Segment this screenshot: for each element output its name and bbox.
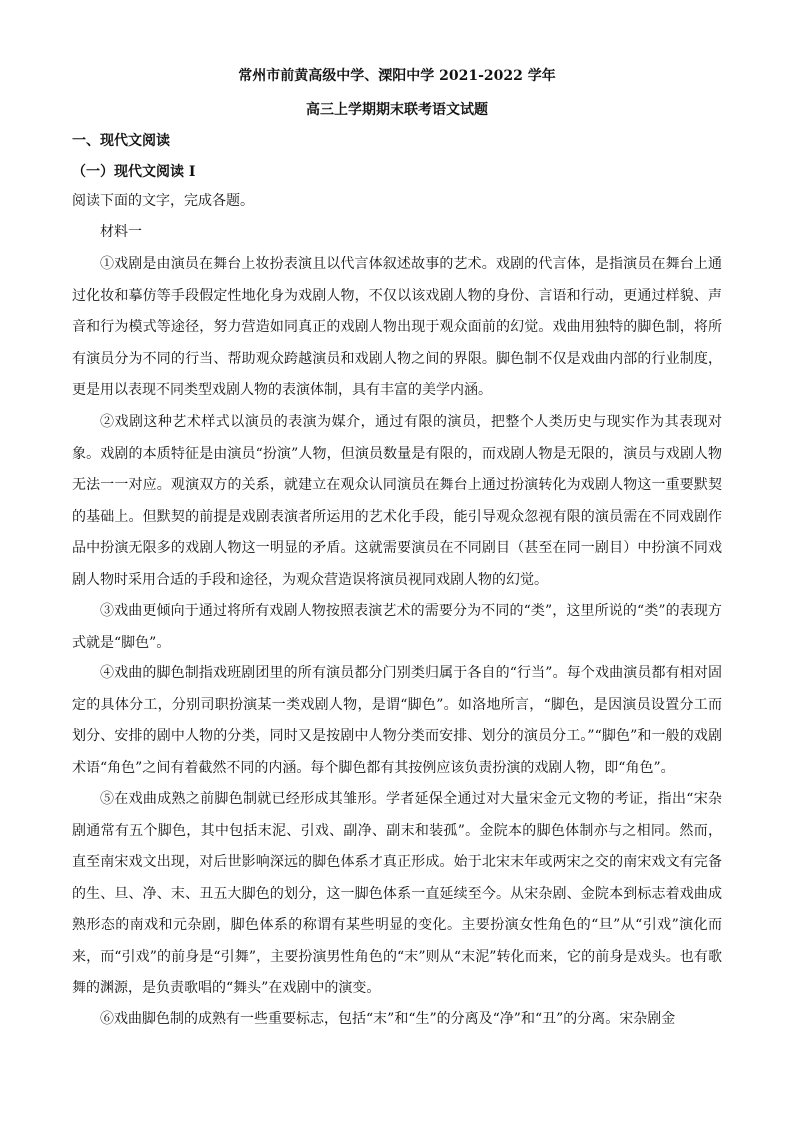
material-label: 材料一 [100, 224, 142, 240]
paragraph-2: ②戏剧这种艺术样式以演员的表演为媒介，通过有限的演员，把整个人类历史与现实作为其表现对象。戏剧的本质特征是由演员“扮演”人物，但演员数量是有限的，而戏剧人物是无限的，演员与戏剧人物无法一一对应。观演双方的关系，就建立在观众认同演员在舞台上通过扮演转化为戏剧人物这一重要默契的基础上。但默契的前提是戏剧表演者所运用的艺术化手段，能引导观众忽视有限的演员需在不同戏剧作品中扮演无限多的戏剧人物这一明显的矛盾。这就需要演员在不同剧目（甚至在同一剧目）中扮演不同戏剧人物时采用合适的手段和途径，为观众营造误将演员视同戏剧人物的幻觉。 [72, 414, 722, 588]
paragraph-6: ⑥戏曲脚色制的成熟有一些重要标志，包括“末”和“生”的分离及“净”和“丑”的分离。宋杂剧金 [100, 1011, 676, 1027]
paragraph-4: ④戏曲的脚色制指戏班剧团里的所有演员都分门别类归属于各自的“行当”。每个戏曲演员都有相对固定的具体分工，分别司职扮演某一类戏剧人物，是谓“脚色”。如洛地所言，“脚色，是因演员设置分工而划分、安排的剧中人物的分类，同时又是按剧中人物分类而安排、划分的演员分工。”“脚色”和一般的戏剧术语“角色”之间有着截然不同的内涵。每个脚色都有其按例应该负责扮演的戏剧人物，即“角色”。 [72, 665, 722, 776]
instruction-text: 阅读下面的文字，完成各题。 [72, 193, 254, 209]
paragraph-3: ③戏曲更倾向于通过将所有戏剧人物按照表演艺术的需要分为不同的“类”，这里所说的“类”的表现方式就是“脚色”。 [72, 603, 722, 651]
document-title: 常州市前黄高级中学、溧阳中学 2021-2022 学年 [238, 68, 556, 84]
paragraph-5: ⑤在戏曲成熟之前脚色制就已经形成其雏形。学者延保全通过对大量宋金元文物的考证，指出“宋杂剧通常有五个脚色，其中包括末泥、引戏、副净、副末和装孤”。金院本的脚色体制亦与之相同。然而，直至南宋戏文出现，对后世影响深远的脚色体系才真正形成。始于北宋末年或两宋之交的南宋戏文有完备的生、旦、净、末、丑五大脚色的划分，这一脚色体系一直延续至今。从宋杂剧、金院本到标志着戏曲成熟形态的南戏和元杂剧，脚色体系的称谓有某些明显的变化。主要扮演女性角色的“旦”从“引戏”演化而来，而“引戏”的前身是“引舞”，主要扮演男性角色的“末”则从“末泥”转化而来，它的前身是戏头。也有歌舞的渊源，是负责歌唱的“舞头”在戏剧中的演变。 [72, 791, 722, 996]
document-subtitle: 高三上学期期末联考语文试题 [306, 102, 488, 118]
paragraph-1: ①戏剧是由演员在舞台上妆扮表演且以代言体叙述故事的艺术。戏剧的代言体，是指演员在舞台上通过化妆和摹仿等手段假定性地化身为戏剧人物，不仅以该戏剧人物的身份、言语和行动，更通过样貌、声音和行为模式等途径，努力营造如同真正的戏剧人物出现于观众面前的幻觉。戏曲用独特的脚色制，将所有演员分为不同的行当、帮助观众跨越演员和戏剧人物之间的界限。脚色制不仅是戏曲内部的行业制度，更是用以表现不同类型戏剧人物的表演体制，具有丰富的美学内涵。 [72, 256, 722, 398]
section-heading: 一、现代文阅读 [72, 133, 170, 149]
subsection-heading: （一）现代文阅读 Ⅰ [72, 164, 196, 180]
